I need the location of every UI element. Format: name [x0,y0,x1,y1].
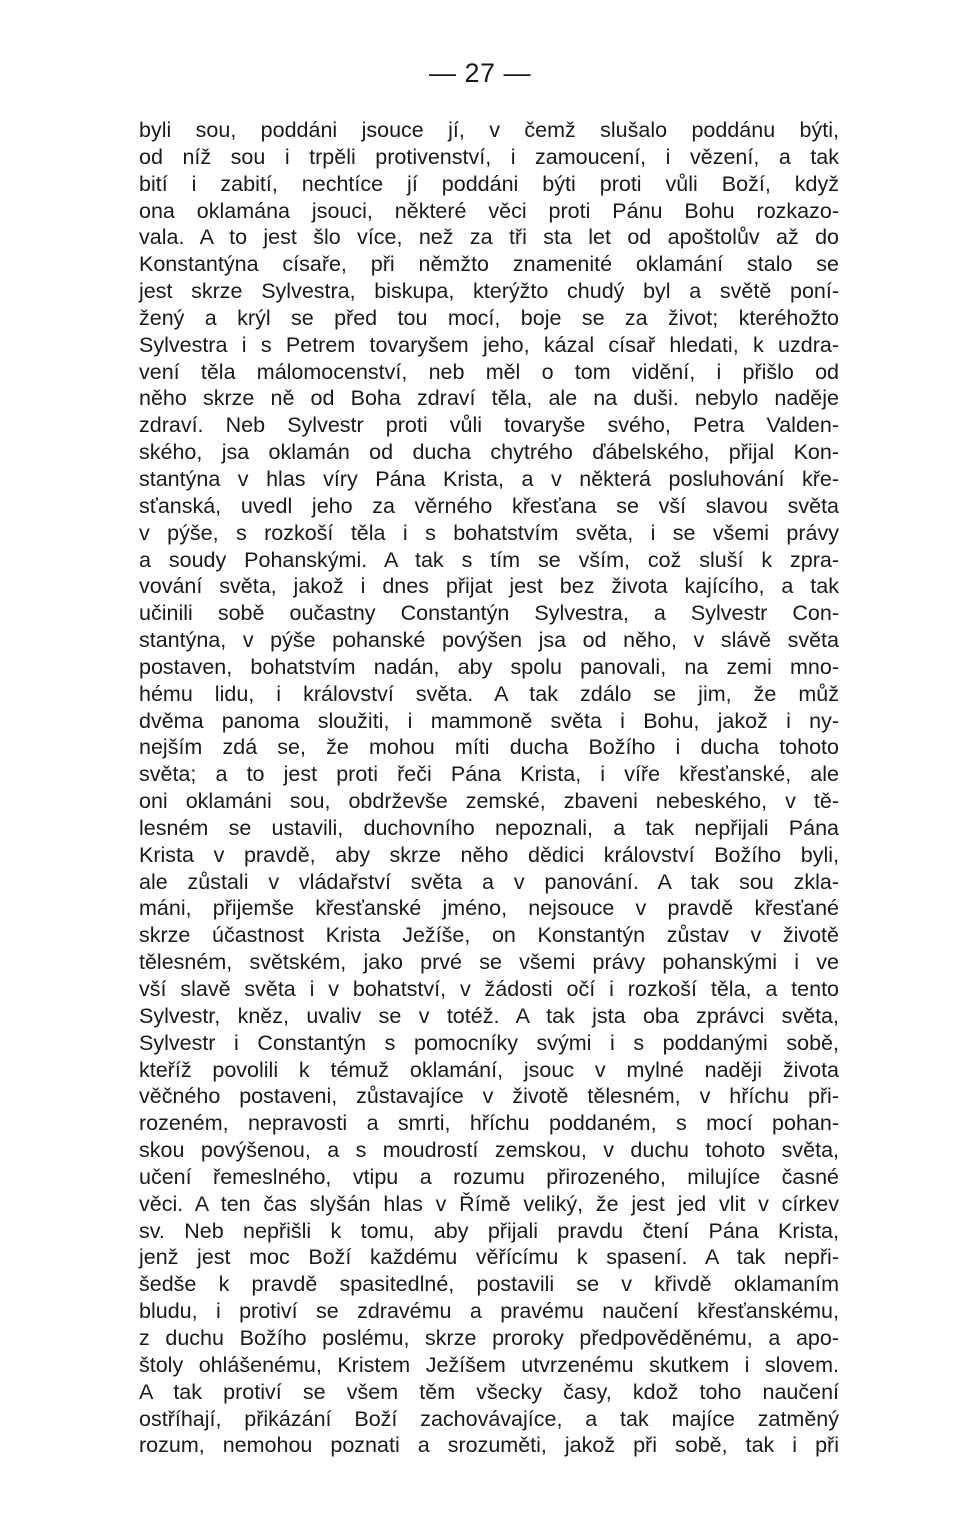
text-line: nejším zdá se, že mohou míti ducha Božího i ducha tohoto [139,735,839,760]
text-line: Sylvestr i Constantýn s pomocníky svými i s poddanými sobě, [139,1030,839,1055]
text-line: sťanská, uvedl jeho za věrného křesťana se vší slavou světa [139,493,839,518]
text-line: od níž sou i trpěli protivenství, i zamoucení, i vězení, a tak [139,144,839,169]
text-line: a soudy Pohanskými. A tak s tím se vším, což sluší k zpra- [139,547,839,572]
text-line: rozum, nemohou poznati a srozuměti, jakož při sobě, tak i při [139,1433,839,1458]
text-line: stantýna v hlas víry Pána Krista, a v některá posluhování kře- [139,466,839,491]
text-line: vší slavě světa i v bohatství, v žádosti očí i rozkoší těla, a tento [139,977,839,1001]
text-line: máni, přijemše křesťanské jméno, nejsouce v pravdě křesťané [139,896,839,921]
text-line: oni oklamáni sou, obdrževše zemské, zbaveni nebeského, v tě- [139,789,839,814]
text-line: ale zůstali v vládařství světa a v panování. A tak sou zkla- [139,869,839,894]
text-line: bití i zabití, nechtíce jí poddáni býti proti vůli Boží, když [139,171,839,196]
text-line: Konstantýna císaře, při němžto znamenité oklamání stalo se [139,252,839,277]
text-line: lesném se ustavili, duchovního nepoznali, a tak nepřijali Pána [139,815,839,840]
text-line: rozeném, nepravosti a smrti, hříchu poddaném, s mocí pohan- [139,1111,839,1136]
text-line: skou povýšenou, a s moudrostí zemskou, v duchu tohoto světa, [139,1138,839,1163]
text-line: učení řemeslného, vtipu a rozumu přirozeného, milujíce časné [139,1164,839,1189]
text-line: světa; a to jest proti řeči Pána Krista, i víře křesťanské, ale [139,762,839,787]
text-line: věci. A ten čas slyšán hlas v Římě veliký, že jest jed vlit v církev [139,1191,839,1216]
text-line: vování světa, jakož i dnes přijat jest bez života kajícího, a tak [139,574,839,599]
body-text [139,117,839,1459]
text-line: bludu, i protiví se zdravému a pravému naučení křesťanskému, [139,1299,839,1324]
text-line: šedše k pravdě spasitedlné, postavili se v křivdě oklamaním [139,1272,839,1297]
text-line: skrze účastnost Krista Ježíše, on Konstantýn zůstav v životě [139,923,839,948]
text-line: kteříž povolili k témuž oklamání, jsouc v mylné naději života [139,1057,839,1082]
text-line: Sylvestr, kněz, uvaliv se v totéž. A tak jsta oba zprávci světa, [139,1003,839,1028]
text-line: vení těla málomocenství, neb měl o tom vidění, i přišlo od [139,359,839,384]
text-line: Krista v pravdě, aby skrze něho dědici království Božího byli, [139,842,839,867]
text-line: vala. A to jest šlo více, než za tři sta let od apoštolův až do [139,225,839,250]
text-line: ostříhají, přikázání Boží zachovávajíce, a tak majíce zatměný [139,1406,839,1431]
text-line: stantýna, v pýše pohanské povýšen jsa od něho, v slávě světa [139,628,839,653]
text-line: byli sou, poddáni jsouce jí, v čemž slušalo poddánu býti, [139,118,839,142]
text-line: žený a krýl se před tou mocí, boje se za život; kteréhožto [139,305,839,330]
text-line: sv. Neb nepřišli k tomu, aby přijali pravdu čtení Pána Krista, [139,1218,839,1243]
text-line: postaven, bohatstvím nadán, aby spolu panovali, na zemi mno- [139,654,839,679]
text-line: zdraví. Neb Sylvestr proti vůli tovaryše svého, Petra Valden- [139,413,839,438]
text-line: učinili sobě oučastny Constantýn Sylvestra, a Sylvestr Con- [139,601,839,626]
text-line: jest skrze Sylvestra, biskupa, kterýžto chudý byl a světě poní- [139,279,839,304]
text-line: dvěma panoma sloužiti, i mammoně světa i Bohu, jakož i ny- [139,708,839,733]
text-line: hému lidu, i království světa. A tak zdálo se jim, že můž [139,681,839,706]
text-line: z duchu Božího poslému, skrze proroky předpověděnému, a apo- [139,1325,839,1350]
text-line: štoly ohlášenému, Kristem Ježíšem utvrzenému skutkem i slovem. [139,1352,839,1377]
text-line: v pýše, s rozkoší těla i s bohatstvím světa, i se všemi právy [139,520,839,545]
text-line: věčného postaveni, zůstavajíce v životě tělesném, v hříchu při- [139,1084,839,1109]
page-number: — 27 — [428,58,532,88]
text-line: Sylvestra i s Petrem tovaryšem jeho, kázal císař hledati, k uzdra- [139,332,839,357]
text-line: ského, jsa oklamán od ducha chytrého ďábelského, přijal Kon- [139,440,839,465]
text-line: jenž jest moc Boží každému věřícímu k spasení. A tak nepři- [139,1245,839,1270]
text-line: něho skrze ně od Boha zdraví těla, ale na duši. nebylo naděje [139,386,839,411]
text-line: ona oklamána jsouci, některé věci proti Pánu Bohu rozkazo- [139,198,839,223]
text-line: tělesném, světském, jako prvé se všemi právy pohanskými i ve [139,950,839,975]
text-line: A tak protiví se všem těm všecky časy, kdož toho naučení [139,1379,839,1404]
